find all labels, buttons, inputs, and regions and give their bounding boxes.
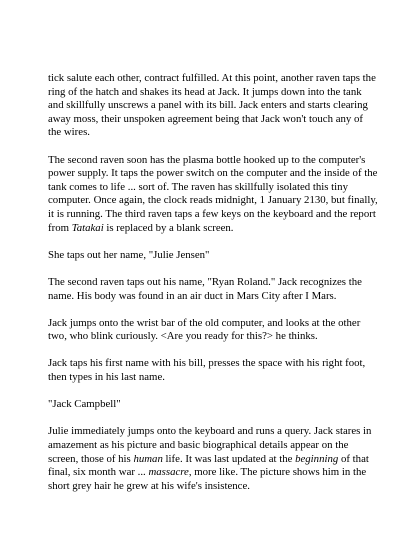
text-run: "Jack Campbell" [48, 398, 121, 411]
text-run: Jack jumps onto the wrist bar of the old computer, and looks at the other two, who blink curiously. <Are you ready for this?> he thinks. [48, 316, 361, 343]
text-run: life. It was last updated at the [162, 452, 296, 465]
text-run: is replaced by a blank screen. [103, 221, 234, 234]
paragraph [48, 425, 378, 493]
paragraph [48, 72, 378, 140]
text-run: The second raven soon has the plasma bottle hooked up to the computer's power supply. It taps the power switch on the computer and the inside of the tank comes to life ... sort of. The raven has skillfully isolated this tiny computer. Once again, the clock reads midnight, 1 January 2130, but finally, it is running. The third raven taps a few keys on the keyboard and the report from [48, 153, 378, 234]
paragraph [48, 398, 378, 412]
text-run: The second raven taps out his name, "Ryan Roland." Jack recognizes the name. His body was found in an air duct in Mars City after I Mars. [48, 275, 362, 302]
italic-text-run: beginning [295, 452, 339, 465]
text-run: She taps out her name, "Julie Jensen" [48, 248, 210, 261]
text-run: of that final, six month war ... [48, 452, 369, 479]
italic-text-run: massacre [148, 466, 189, 479]
paragraph [48, 276, 378, 303]
paragraph [48, 154, 378, 236]
paragraph [48, 249, 378, 263]
text-run: Julie immediately jumps onto the keyboard and runs a query. Jack stares in amazement as his picture and basic biographical details appear on the screen, those of his [48, 425, 372, 465]
document-body [48, 72, 378, 493]
text-run: , more like. The picture shows him in the short grey hair he grew at his wife's insistence. [48, 466, 367, 492]
paragraph [48, 357, 378, 384]
paragraph [48, 317, 378, 344]
text-run: Jack taps his first name with his bill, presses the space with his right foot, then types in his last name. [48, 357, 366, 384]
italic-text-run: human [133, 452, 163, 465]
text-run: tick salute each other, contract fulfilled. At this point, another raven taps the ring of the hatch and shakes its head at Jack. It jumps down into the tank and skillfully unscrews a panel with its bill. Jack enters and starts clearing away moss, their unspoken agreement being that Jack won't touch any of the wires. [48, 72, 376, 139]
italic-text-run: Tatakai [71, 221, 104, 234]
